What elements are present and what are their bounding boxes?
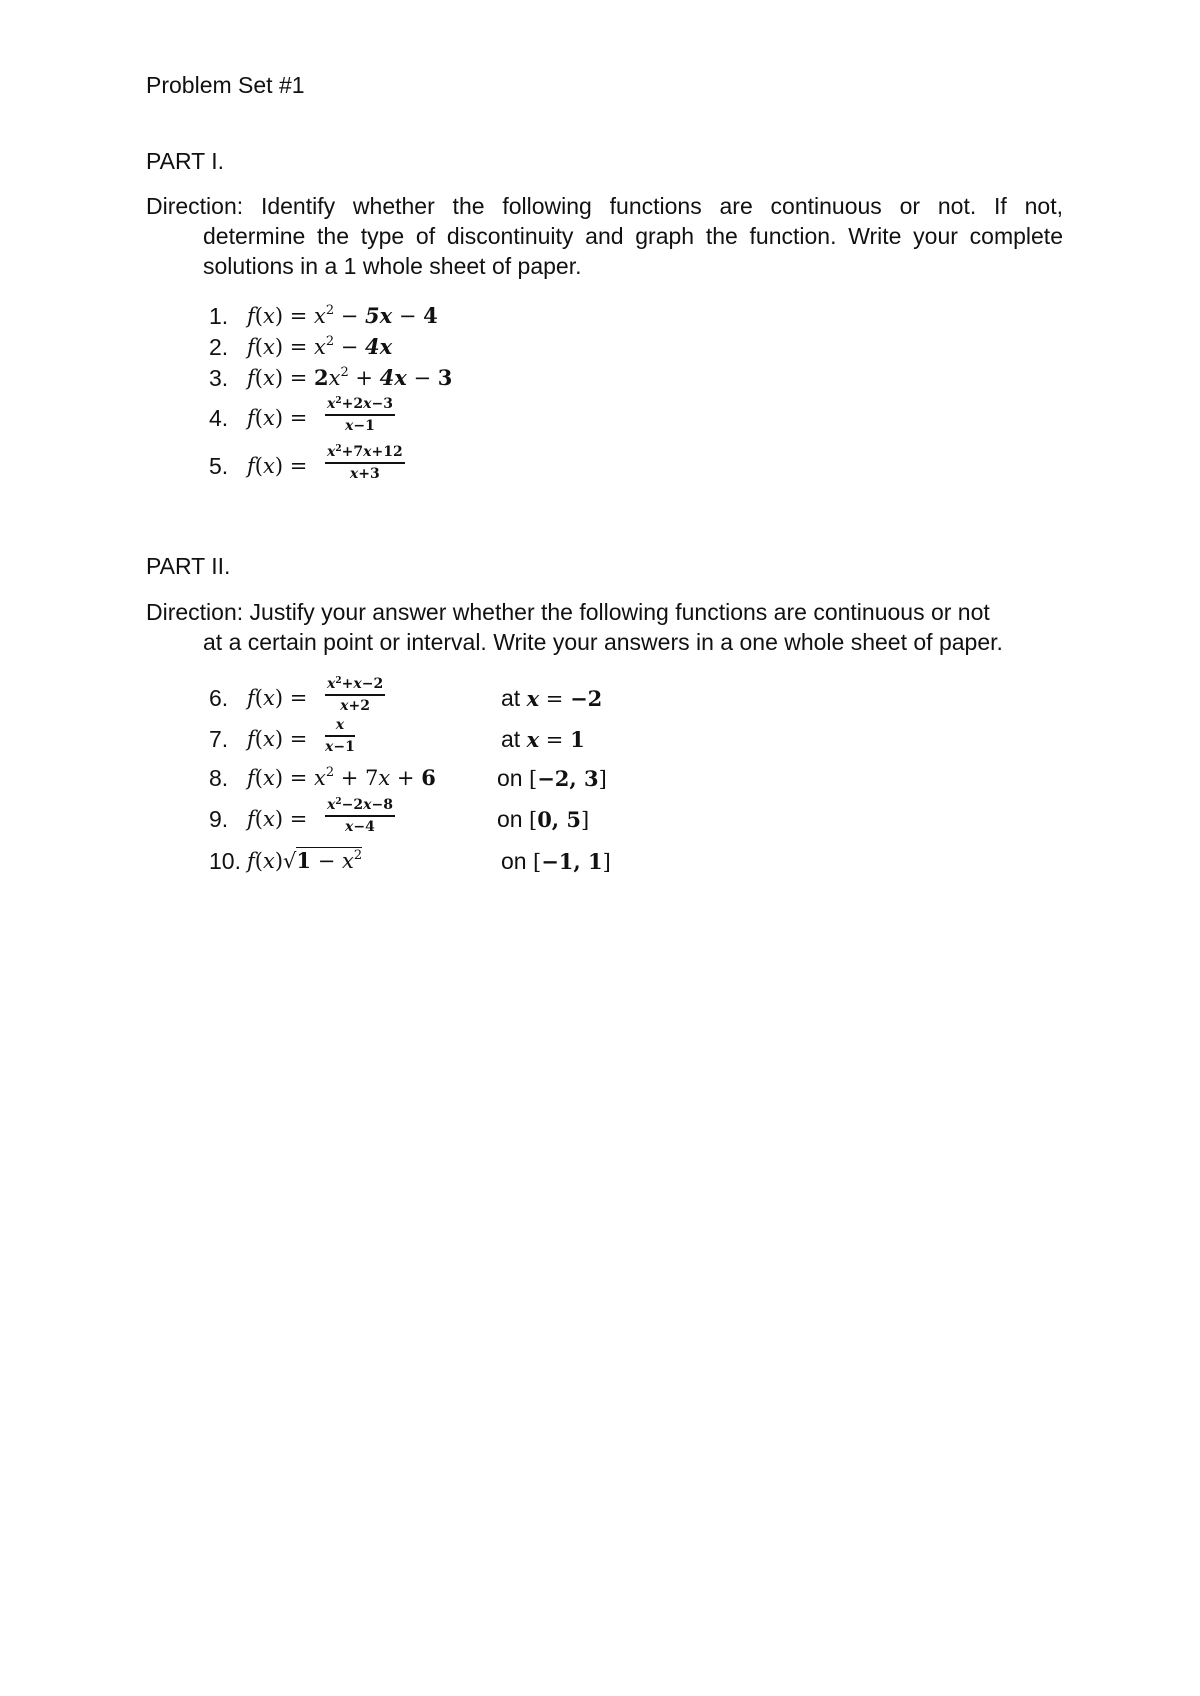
part-1-direction-line-1: Direction: Identify whether the following functions are continuous or not. If not, [146,193,1063,219]
item-10-number: 10. [209,848,241,874]
item-9-fraction: $\frac{x^2-2x-8}{x-4}$ [327,797,393,835]
item-6-number: 6. [209,685,229,711]
part-1-direction-line-2: determine the type of discontinuity and graph the function. Write your complete [203,223,1063,249]
item-7-condition: at x = 1 [501,726,585,752]
item-8-expression: $f(x) = x^2 + 7x + 6$ [247,765,436,790]
item-4-fraction: $\frac{x^2+2x-3}{x-1}$ [327,396,393,434]
item-5-number: 5. [209,453,229,479]
part-1-direction-line-3: solutions in a 1 whole sheet of paper. [203,253,582,279]
item-7-number: 7. [209,726,229,752]
item-3-expression: $f(x) = 2x^2 + 4x - 3$ [247,365,453,390]
part-2-direction-line-1: Direction: Justify your answer whether the following functions are continuous or not [146,599,990,625]
item-5-fraction: $\frac{x^2+7x+12}{x+3}$ [327,444,403,482]
item-10-condition: on [−1, 1] [501,848,611,874]
item-6-condition: at x = −2 [501,685,603,711]
item-6-lhs: f(x) = [247,686,308,710]
problem-set-title: Problem Set #1 [146,72,305,98]
item-2-number: 2. [209,334,229,360]
item-5-lhs: f(x) = [247,454,308,478]
item-3-number: 3. [209,365,229,391]
item-10-expression: $f(x)√1 - x^2$ [247,848,363,873]
item-9-lhs: f(x) = [247,807,308,831]
part-1-heading: PART I. [146,148,224,174]
item-1-number: 1. [209,303,229,329]
item-2-expression: $f(x) = x^2 - 4x$ [247,334,393,359]
item-4-lhs: f(x) = [247,406,308,430]
item-8-condition: on [−2, 3] [497,765,607,791]
item-6-fraction: $\frac{x^2+x-2}{x+2}$ [327,676,384,714]
item-7-lhs: f(x) = [247,727,308,751]
item-4-number: 4. [209,405,229,431]
item-8-number: 8. [209,765,229,791]
part-2-direction-line-2: at a certain point or interval. Write your answers in a one whole sheet of paper. [203,629,1003,655]
item-9-number: 9. [209,806,229,832]
part-2-direction [146,597,1063,657]
part-1-direction [146,191,1063,281]
part-2-heading: PART II. [146,553,231,579]
item-9-condition: on [0, 5] [497,806,590,832]
item-1-expression: $f(x) = x^2 - 5x - 4$ [247,303,438,328]
item-7-fraction: $\frac{x}{x-1}$ [325,717,355,755]
